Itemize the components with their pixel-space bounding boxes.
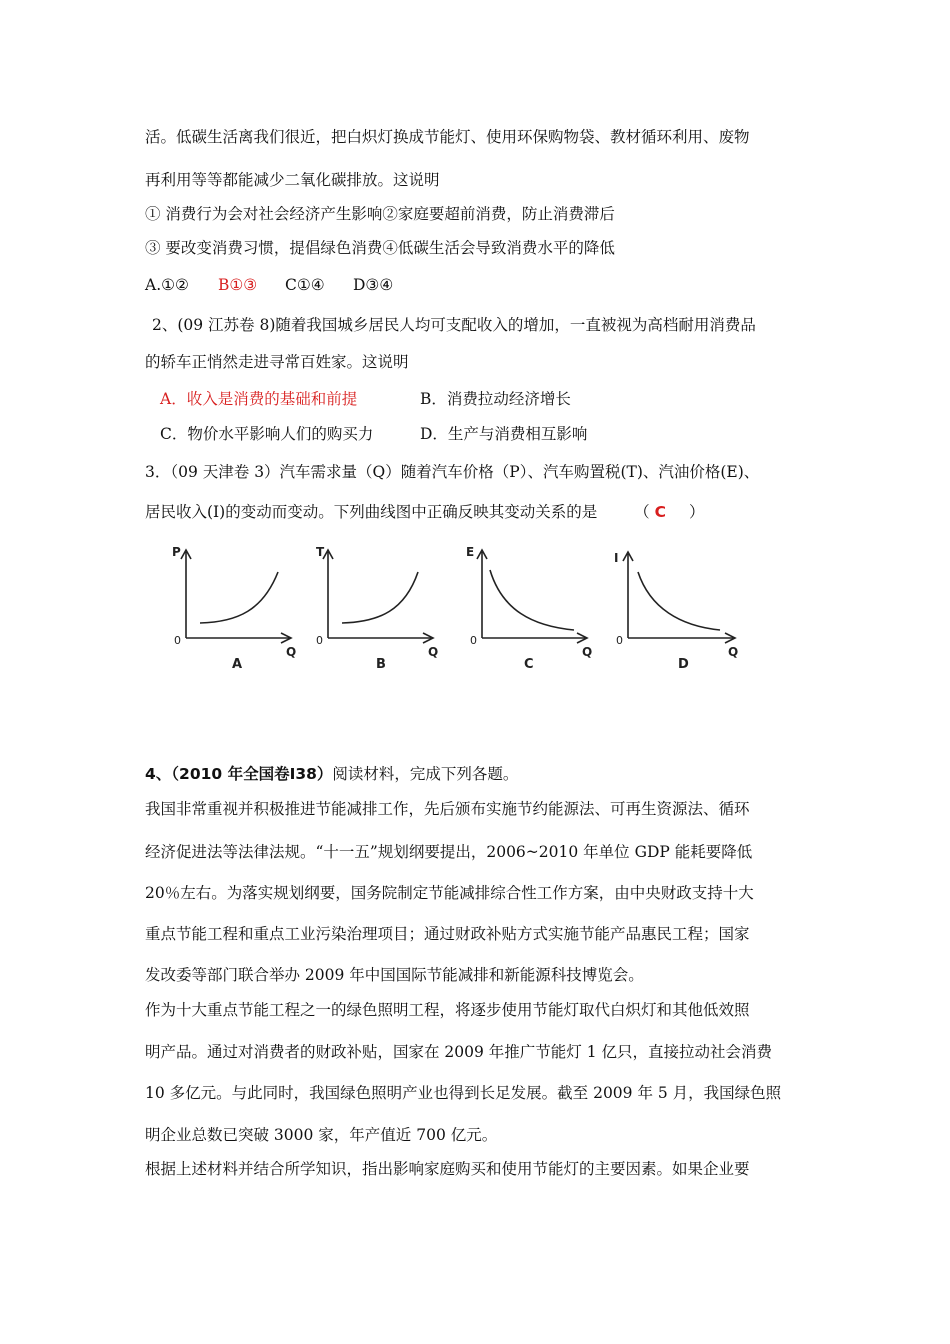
q1-text-line1: 活。低碳生活离我们很近，把白炽灯换成节能灯、使用环保购物袋、教材循环利用、废物: [145, 128, 750, 146]
rising-curve: [342, 572, 418, 623]
q2-option-b: B．消费拉动经济增长: [420, 390, 571, 408]
q4-p1-line4: 重点节能工程和重点工业污染治理项目；通过财政补贴方式实施节能产品惠民工程；国家: [145, 925, 750, 943]
q1-statement-line1: ① 消费行为会对社会经济产生影响②家庭要超前消费，防止消费滞后: [145, 205, 615, 223]
q2-text-line2: 的轿车正悄然走进寻常百姓家。这说明: [145, 353, 409, 371]
graph-c: [462, 540, 622, 675]
q1-option-a: A.①②: [145, 276, 189, 294]
q1-option-d: D③④: [353, 276, 394, 294]
q2-text-line1: 2、(09 江苏卷 8)随着我国城乡居民人均可支配收入的增加，一直被视为高档耐用消费品: [152, 316, 756, 334]
q2-option-a-answer: A．收入是消费的基础和前提: [160, 390, 358, 408]
q4-p2-line2: 明产品。通过对消费者的财政补贴，国家在 2009 年推广节能灯 1 亿只，直接拉动社会消费: [145, 1043, 773, 1061]
q4-p3: 根据上述材料并结合所学知识，指出影响家庭购买和使用节能灯的主要因素。如果企业要: [145, 1160, 750, 1178]
q3-question-text: 居民收入(I)的变动而变动。下列曲线图中正确反映其变动关系的是: [145, 503, 598, 521]
q3-text-line2: [145, 502, 704, 522]
graph-b: [310, 540, 470, 675]
q4-p1-line1: 我国非常重视并积极推进节能减排工作，先后颁布实施节约能源法、可再生资源法、循环: [145, 800, 750, 818]
q1-option-c: C①④: [285, 276, 325, 294]
graph-b-origin: 0: [316, 634, 323, 647]
falling-curve: [490, 570, 574, 630]
graph-c-caption: C: [524, 657, 534, 672]
q4-p1-line2: 经济促进法等法律法规。“十一五”规划纲要提出，2006~2010 年单位 GDP 能耗要降低: [145, 843, 753, 861]
graph-d-ylabel: I: [614, 551, 619, 565]
q4-p2-line4: 明企业总数已突破 3000 家，年产值近 700 亿元。: [145, 1126, 498, 1144]
q2-option-c: C．物价水平影响人们的购买力: [160, 425, 374, 443]
graph-c-ylabel: E: [466, 545, 475, 559]
q2-option-d: D．生产与消费相互影响: [420, 425, 588, 443]
graph-a: [168, 540, 328, 675]
q3-text-line1: 3．（09 天津卷 3）汽车需求量（Q）随着汽车价格（P）、汽车购置税(T)、汽油价格(E)、: [145, 463, 760, 481]
graph-a-xlabel: Q: [286, 645, 297, 659]
q4-heading: [145, 764, 518, 784]
q4-heading-bold: 4、（2010 年全国卷Ⅰ38）: [145, 765, 333, 783]
q4-p1-line5: 发改委等部门联合举办 2009 年中国国际节能减排和新能源科技博览会。: [145, 966, 644, 984]
rising-curve: [200, 572, 278, 623]
answer-open-paren: （: [634, 503, 650, 521]
q1-text-line2: 再利用等等都能减少二氧化碳排放。这说明: [145, 171, 440, 189]
graph-d-origin: 0: [616, 634, 623, 647]
q4-p2-line1: 作为十大重点节能工程之一的绿色照明工程，将逐步使用节能灯取代白炽灯和其他低效照: [145, 1001, 750, 1019]
graph-a-caption: A: [232, 657, 243, 672]
q4-heading-rest: 阅读材料，完成下列各题。: [332, 765, 519, 783]
graph-b-caption: B: [376, 657, 386, 672]
graph-d-caption: D: [678, 657, 689, 672]
graph-a-origin: 0: [174, 634, 181, 647]
graph-d-xlabel: Q: [728, 645, 739, 659]
q3-answer: C: [654, 503, 667, 521]
q1-option-b-answer: B①③: [218, 276, 258, 294]
graph-b-ylabel: T: [316, 545, 325, 559]
falling-curve: [638, 572, 720, 630]
q4-p2-line3: 10 多亿元。与此同时，我国绿色照明产业也得到长足发展。截至 2009 年 5 月，我国绿色照: [145, 1084, 782, 1102]
graph-d: [608, 540, 768, 675]
graph-b-xlabel: Q: [428, 645, 439, 659]
answer-close-paren: ）: [688, 503, 705, 521]
graph-c-origin: 0: [470, 634, 477, 647]
q4-p1-line3: 20％左右。为落实规划纲要，国务院制定节能减排综合性工作方案，由中央财政支持十大: [145, 884, 754, 902]
q1-statement-line2: ③ 要改变消费习惯，提倡绿色消费④低碳生活会导致消费水平的降低: [145, 239, 615, 257]
graph-a-ylabel: P: [172, 545, 181, 559]
graph-c-xlabel: Q: [582, 645, 593, 659]
